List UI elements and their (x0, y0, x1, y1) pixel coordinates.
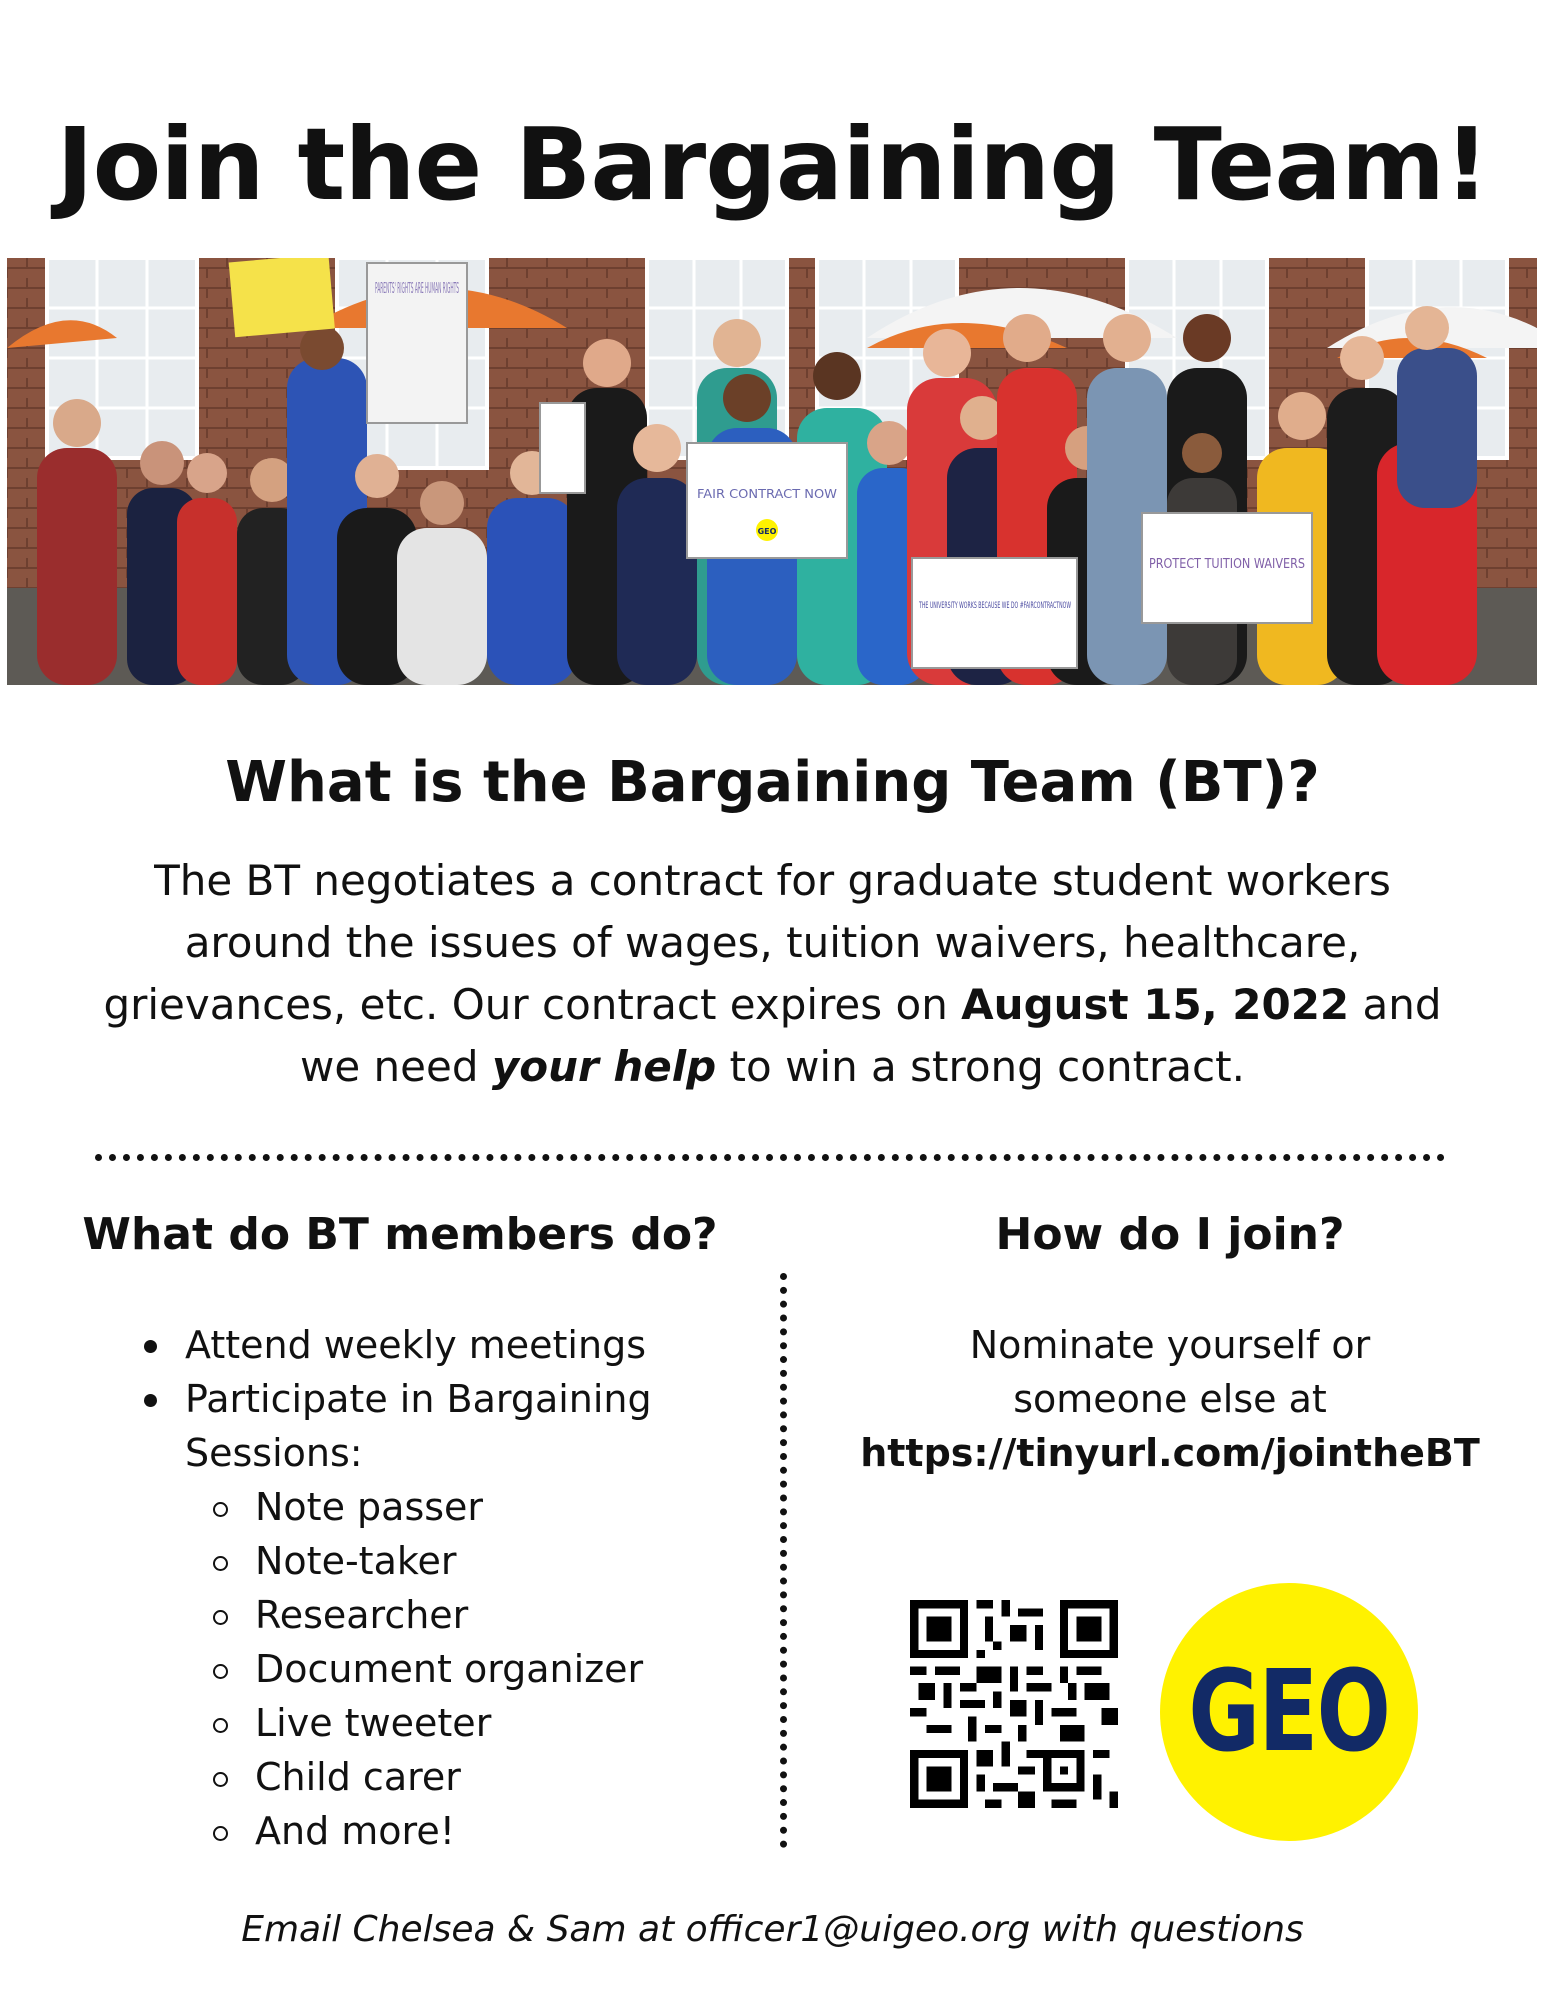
list-item (140, 1318, 700, 1372)
list-item (140, 1534, 700, 1588)
list-item (140, 1804, 700, 1858)
join-line-2: someone else at (1013, 1377, 1327, 1421)
horizontal-divider (95, 1154, 1445, 1161)
intro-text-1: The BT negotiates a contract for graduate student workers around the issues of wages, tuition waivers, healthcare, grievances, etc. Our contract expires on (103, 856, 1391, 1029)
contract-expiry-date: August 15, 2022 (961, 980, 1350, 1029)
list-item (140, 1372, 700, 1480)
group-photo (7, 258, 1537, 685)
circle-bullet-icon (213, 1556, 228, 1571)
duty-text: Attend weekly meetings (185, 1323, 646, 1367)
roles-sublist (140, 1480, 700, 1858)
role-text: Document organizer (255, 1647, 644, 1691)
role-text: Note passer (255, 1485, 484, 1529)
bullet-icon (144, 1340, 157, 1353)
circle-bullet-icon (213, 1826, 228, 1841)
sign-university-works: THE UNIVERSITY WORKS BECAUSE WE DO #FAIRCONTRACTNOW (918, 601, 1072, 611)
join-instructions (860, 1318, 1480, 1480)
bullet-icon (144, 1394, 157, 1407)
circle-bullet-icon (213, 1772, 228, 1787)
list-item (140, 1750, 700, 1804)
join-line-1: Nominate yourself or (969, 1323, 1371, 1367)
roles-container (140, 1480, 700, 1858)
sign-parents-rights: PARENTS' RIGHTS ARE HUMAN RIGHTS (375, 279, 459, 297)
nomination-link[interactable]: https://tinyurl.com/jointheBT (860, 1431, 1480, 1475)
duty-text: Participate in Bargaining Sessions: (185, 1377, 652, 1475)
geo-button-badge: GEO (757, 527, 777, 536)
role-text: Note-taker (255, 1539, 457, 1583)
list-item (140, 1480, 700, 1534)
group-photo-illustration (7, 258, 1537, 685)
intro-text-3: to win a strong contract. (716, 1042, 1245, 1091)
role-text: Researcher (255, 1593, 469, 1637)
page-title: Join the Bargaining Team! (56, 106, 1489, 223)
intro-emphasis: your help (491, 1042, 717, 1091)
intro-text-2: and we need (300, 980, 1442, 1091)
list-item (140, 1588, 700, 1642)
contact-footer: Email Chelsea & Sam at officer1@uigeo.org with questions (241, 1909, 1304, 1950)
circle-bullet-icon (213, 1718, 228, 1733)
section-heading: What is the Bargaining Team (BT)? (225, 750, 1320, 815)
role-text: Child carer (255, 1755, 461, 1799)
sign-protect-tuition: PROTECT TUITION WAIVERS (1149, 557, 1305, 572)
vertical-divider (780, 1273, 787, 1848)
join-heading: How do I join? (995, 1209, 1345, 1260)
members-heading: What do BT members do? (82, 1209, 718, 1260)
circle-bullet-icon (213, 1610, 228, 1625)
geo-logo-text: GEO (1188, 1647, 1390, 1777)
sign-fair-contract: FAIR CONTRACT NOW (697, 487, 838, 501)
session-roles-list (140, 1480, 700, 1858)
intro-paragraph (100, 850, 1445, 1098)
qr-code-icon[interactable] (910, 1600, 1118, 1808)
geo-logo (1160, 1583, 1418, 1841)
circle-bullet-icon (213, 1664, 228, 1679)
list-item (140, 1642, 700, 1696)
role-text: Live tweeter (255, 1701, 492, 1745)
role-text: And more! (255, 1809, 455, 1853)
circle-bullet-icon (213, 1502, 228, 1517)
list-item (140, 1696, 700, 1750)
members-duties-list (140, 1318, 700, 1480)
